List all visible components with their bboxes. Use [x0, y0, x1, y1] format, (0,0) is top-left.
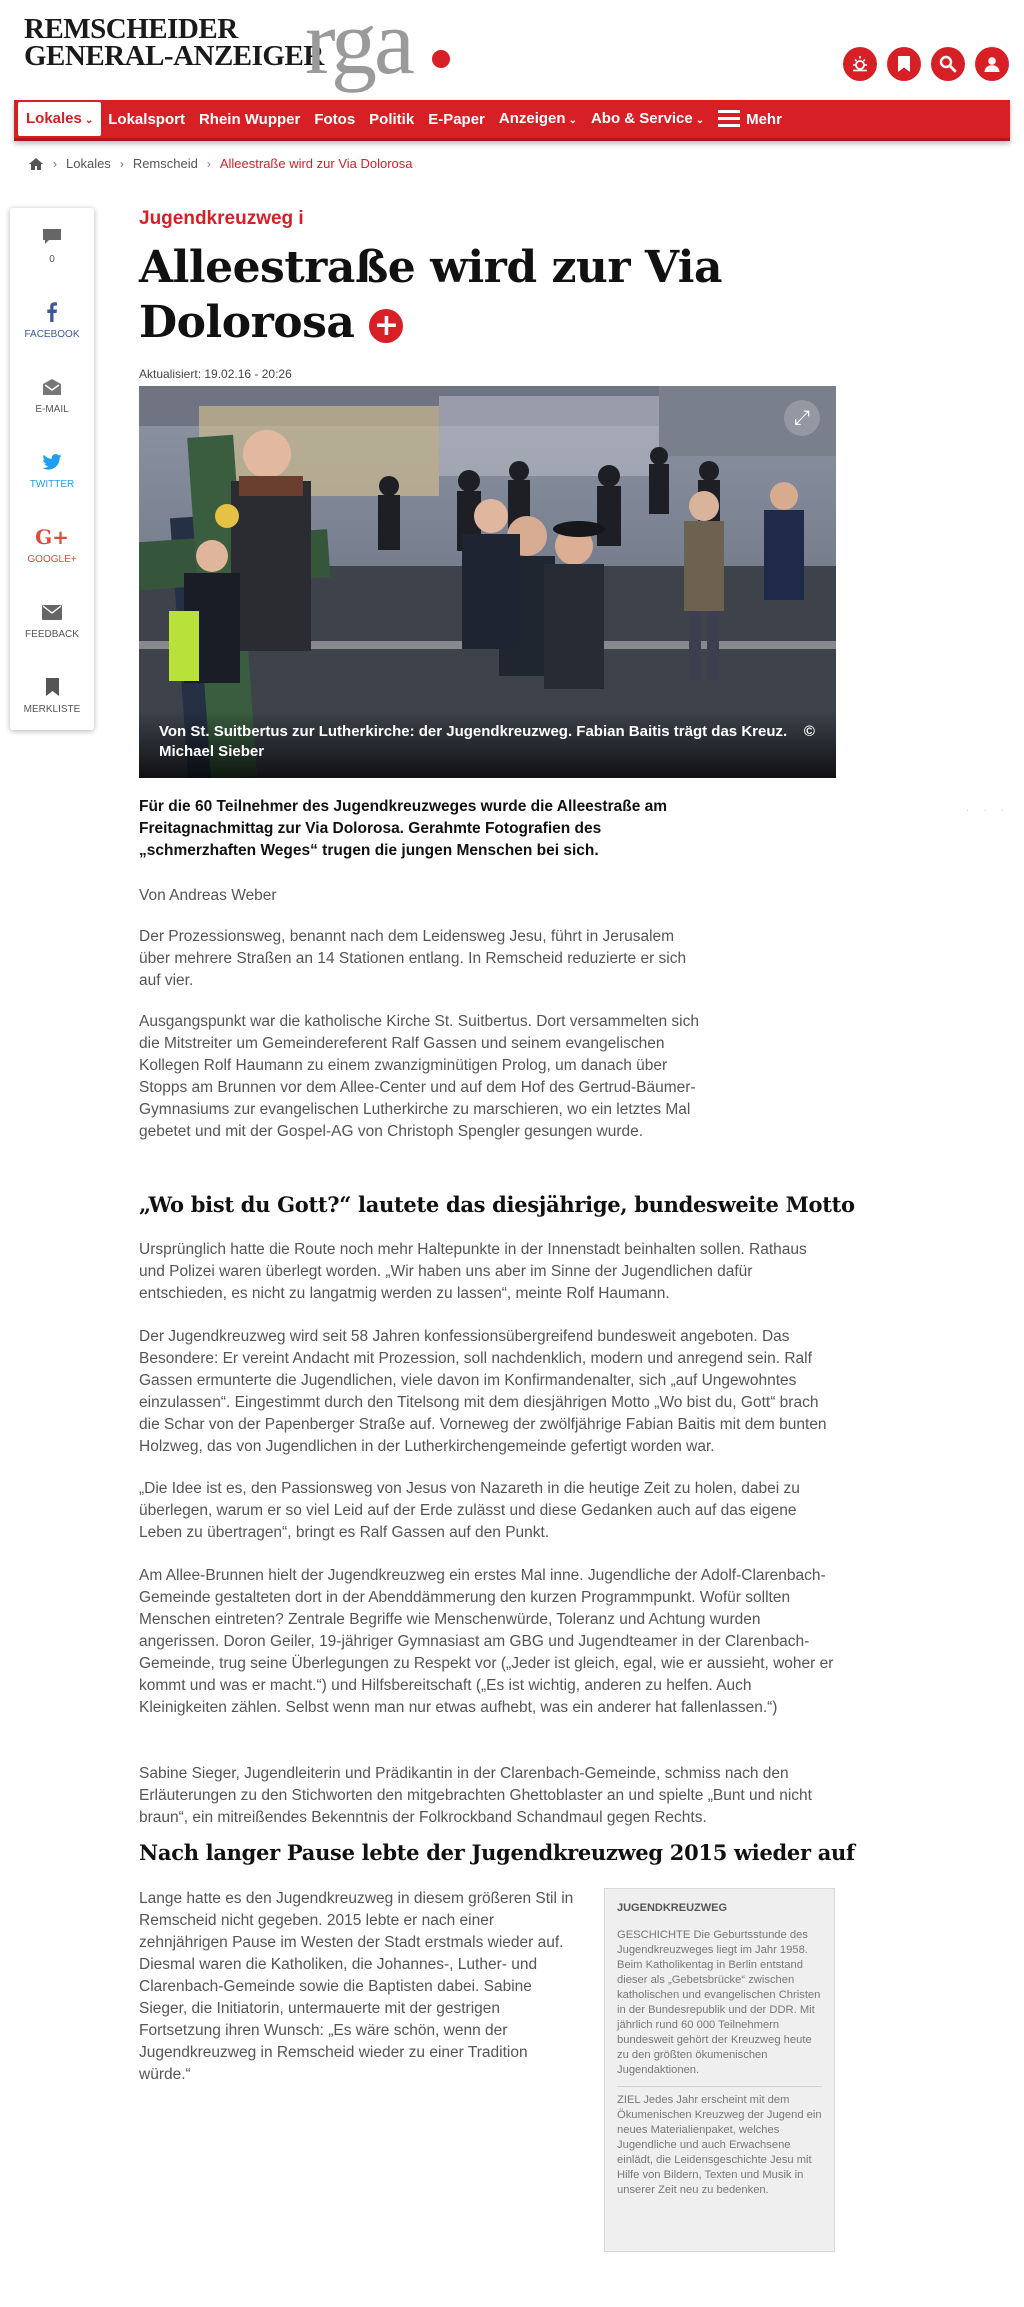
info-box-title: JUGENDKREUZWEG	[617, 1902, 728, 1914]
bookmark-icon	[46, 676, 59, 698]
article-paragraph-4: Der Jugendkreuzweg wird seit 58 Jahren konfessionsübergreifend bundesweit angeboten. Das Besondere: Er vereint Andacht mit Prozession, soll nachdenklich, modern und anregend sein. Ralf Gassen ermunterte die Jugendlichen, viele davon im Konfirmandenalter, sich „auf Ungewohntes einzulassen“. Eingestimmt durch den Titelsong mit dem diesjährigen Motto „Wo bist du, Gott“ brach die Schar von der Papenberger Straße auf. Vorneweg der zwölfjährige Fabian Baitis mit dem bunten Holzweg, das von Jugendlichen in der Lutherkirchengemeinde gefertigt worden war.	[139, 1328, 827, 1455]
chevron-down-icon: ⌄	[84, 115, 94, 126]
nav-item-anzeigen[interactable]: Anzeigen ⌄	[492, 98, 584, 141]
carousel-dots: ···	[966, 805, 1018, 816]
email-label: E-MAIL	[35, 404, 69, 415]
breadcrumb-lokales[interactable]: Lokales	[66, 156, 111, 171]
breadcrumb	[28, 156, 413, 171]
merkliste-button[interactable]	[10, 658, 94, 733]
feedback-label: FEEDBACK	[25, 629, 79, 640]
caption-text: Von St. Suitbertus zur Lutherkirche: der Jugendkreuzweg. Fabian Baitis trägt das Kreuz.	[159, 723, 788, 740]
logo-line-1: REMSCHEIDER	[24, 13, 238, 45]
article-updated: Aktualisiert: 19.02.16 - 20:26	[139, 367, 292, 381]
facebook-share-button[interactable]	[10, 283, 94, 358]
search-icon[interactable]	[931, 47, 965, 81]
nav-item-politik[interactable]: Politik	[369, 110, 415, 128]
nav-item-fotos[interactable]: Fotos	[314, 110, 356, 128]
article-subheading-2: Nach langer Pause lebte der Jugendkreuzweg 2015 wieder auf	[139, 1840, 855, 1865]
chevron-right-icon: ›	[119, 156, 124, 171]
email-icon	[41, 376, 63, 398]
article-kicker: Jugendkreuzweg i	[139, 208, 304, 229]
article-author: Von Andreas Weber	[139, 887, 277, 904]
merkliste-label: MERKLISTE	[23, 704, 81, 715]
article-paragraph-2: Ausgangspunkt war die katholische Kirche St. Suitbertus. Dort versammelten sich die Mitstreiter um Gemeindereferent Ralf Gassen und seinem evangelischen Kollegen Rolf Haumann zu einem zwanzigminütigen Prolog, um danach über Stopps am Brunnen vor dem Allee-Center und auf dem Hof des Gertrud-Bäumer-Gymnasiums zur evangelischen Lutherkirche zu marschieren, wo ein letztes Mal gebetet und mit der Gospel-AG von Christoph Spengler gesungen wurde.	[139, 1013, 699, 1140]
nav-item-mehr[interactable]: Mehr	[711, 99, 789, 140]
logo-line-2: GENERAL-ANZEIGER	[24, 40, 324, 72]
photo-credit: © Michael Sieber	[159, 723, 815, 760]
article-title	[139, 240, 739, 350]
home-icon[interactable]	[28, 157, 44, 171]
google-plus-icon: G+	[35, 525, 69, 549]
article-subheading-1: „Wo bist du Gott?“ lautete das diesjährige, bundesweite Motto	[139, 1192, 855, 1217]
facebook-icon	[47, 301, 57, 323]
info-box-paragraph-2: ZIEL Jedes Jahr erscheint mit dem Ökumenischen Kreuzweg der Jugend ein neues Materialienpaket, welches Jugendliche und auch Erwachsene einlädt, die Leidensgeschichte Jesu mit Hilfe von Bildern, Texten und Musik in unserer Zeit neu zu bedenken.	[617, 2086, 822, 2198]
nav-item-epaper[interactable]: E-Paper	[428, 110, 485, 128]
comment-icon	[42, 226, 62, 248]
article-paragraph-1: Der Prozessionsweg, benannt nach dem Leidensweg Jesu, führt in Jerusalem über mehrere Straßen an 14 Stationen entlang. In Remscheid reduzierte er sich auf vier.	[139, 928, 687, 989]
article-lead: Für die 60 Teilnehmer des Jugendkreuzweges wurde die Alleestraße am Freitagnachmittag zur Via Dolorosa. Gerahmte Fotografien des „schmerzhaften Weges“ trugen die jungen Menschen bei sich.	[139, 798, 668, 859]
weather-icon[interactable]	[843, 47, 877, 81]
article-paragraph-8: Lange hatte es den Jugendkreuzweg in diesem größeren Stil in Remscheid nicht gegeben. 2015 lebte er nach einer zehnjährigen Pause im Westen der Stadt erstmals wieder auf. Diesmal waren die Katholiken, die Johannes-, Luther- und Clarenbach-Gemeinde sowie die Baptisten dabei. Sabine Sieger, die Initiatorin, untermauerte mit der gestrigen Fortsetzung ihren Wunsch: „Es wäre schön, wenn der Jugendkreuzweg in Remscheid wieder zu einer Tradition würde.“	[139, 1890, 574, 2083]
nav-item-rhein-wupper[interactable]: Rhein Wupper	[198, 110, 301, 128]
twitter-share-button[interactable]	[10, 433, 94, 508]
article-paragraph-6: Am Allee-Brunnen hielt der Jugendkreuzweg ein erstes Mal inne. Jugendliche der Adolf-Clarenbach-Gemeinde gestalteten dort in der Abenddämmerung den kurzen Programmpunkt. Wofür sollten Menschen eintreten? Zentrale Begriffe wie Menschenwürde, Toleranz und Achtung wurden angerissen. Doron Geiler, 19-jähriger Gymnasiast am GBG und Jugendteamer in der Clarenbach-Gemeinde, trug seine Überlegungen zu Respekt vor („Jeder ist gleich, egal, wie er aussieht, woher er kommt und was er macht.“) und Hilfsbereitschaft („Es ist wichtig, anderen zu helfen. Auch Kleinigkeiten zählen. Selbst wenn man nur etwas aufhebt, was ein anderer hat fallenlassen.“)	[139, 1567, 834, 1716]
chevron-right-icon: ›	[53, 156, 57, 171]
google-label: GOOGLE+	[27, 554, 77, 565]
nav-item-lokalsport[interactable]: Lokalsport	[108, 110, 185, 128]
article-paragraph-7: Sabine Sieger, Jugendleiterin und Prädikantin in der Clarenbach-Gemeinde, schmiss nach den Erläuterungen zu den Stichworten den mitgebrachten Ghettoblaster an und spielte „Bunt und nicht braun“, ein mitreißendes Bekenntnis der Folkrockband Schandmaul gegen Rechts.	[139, 1765, 812, 1826]
menu-icon	[718, 110, 740, 127]
facebook-label: FACEBOOK	[24, 329, 80, 340]
expand-icon[interactable]: ⤢	[784, 400, 820, 436]
twitter-label: TWITTER	[29, 479, 75, 490]
article-photo[interactable]	[139, 386, 836, 778]
photo-caption	[139, 710, 836, 778]
main-nav	[14, 100, 1010, 141]
google-share-button[interactable]	[10, 508, 94, 583]
user-icon[interactable]	[975, 47, 1009, 81]
info-box-paragraph-1: GESCHICHTE Die Geburtsstunde des Jugendkreuzweges liegt im Jahr 1958. Beim Katholikentag in Berlin entstand dieser als „Gebetsbrücke“ zwischen katholischen und evangelischen Christen in der Bundesrepublik und der DDR. Mit jährlich rund 60 000 Teilnehmern bundesweit gehört der Kreuzweg heute zu den größten ökumenischen Jugendaktionen.	[617, 1929, 821, 2076]
twitter-icon	[42, 451, 62, 473]
header-actions	[843, 47, 1009, 81]
breadcrumb-current: Alleestraße wird zur Via Dolorosa	[219, 156, 413, 171]
article-paragraph-3: Ursprünglich hatte die Route noch mehr Haltepunkte in der Innenstadt beinhalten sollen. Rathaus und Polizei waren überlegt worden. „Wir haben uns aber im Sinne der Jugendlichen dafür entschieden, es nicht zu langatmig werden zu lassen“, meinte Rolf Haumann.	[139, 1241, 807, 1302]
feedback-button[interactable]	[10, 583, 94, 658]
chevron-down-icon: ⌄	[568, 114, 577, 126]
nav-item-abo-service[interactable]: Abo & Service ⌄	[584, 98, 711, 141]
site-header	[0, 0, 1024, 100]
breadcrumb-remscheid[interactable]: Remscheid	[132, 156, 198, 171]
share-sidebar	[10, 208, 94, 730]
envelope-icon	[42, 601, 62, 623]
logo-dot	[432, 50, 450, 68]
article-paragraph-5: „Die Idee ist es, den Passionsweg von Jesus von Nazareth in die heutige Zeit zu holen, dabei zu überlegen, warum er so viel Leid auf der Erde zulässt und diese Gedanken auch auf das eigene Leben zu übertragen“, bringt es Ralf Gassen auf den Punkt.	[139, 1480, 800, 1541]
info-box	[604, 1888, 835, 2252]
logo-mark[interactable]: rga	[305, 0, 412, 93]
plus-badge-icon: +	[369, 309, 403, 343]
article-title-text: Alleestraße wird zur Via Dolorosa	[139, 242, 723, 348]
comments-button[interactable]	[10, 208, 94, 283]
bookmark-icon[interactable]	[887, 47, 921, 81]
chevron-right-icon: ›	[206, 156, 211, 171]
comments-count: 0	[49, 254, 55, 265]
email-share-button[interactable]	[10, 358, 94, 433]
nav-item-lokales[interactable]: Lokales ⌄	[18, 102, 101, 136]
logo[interactable]	[24, 13, 324, 72]
chevron-down-icon: ⌄	[695, 114, 705, 126]
